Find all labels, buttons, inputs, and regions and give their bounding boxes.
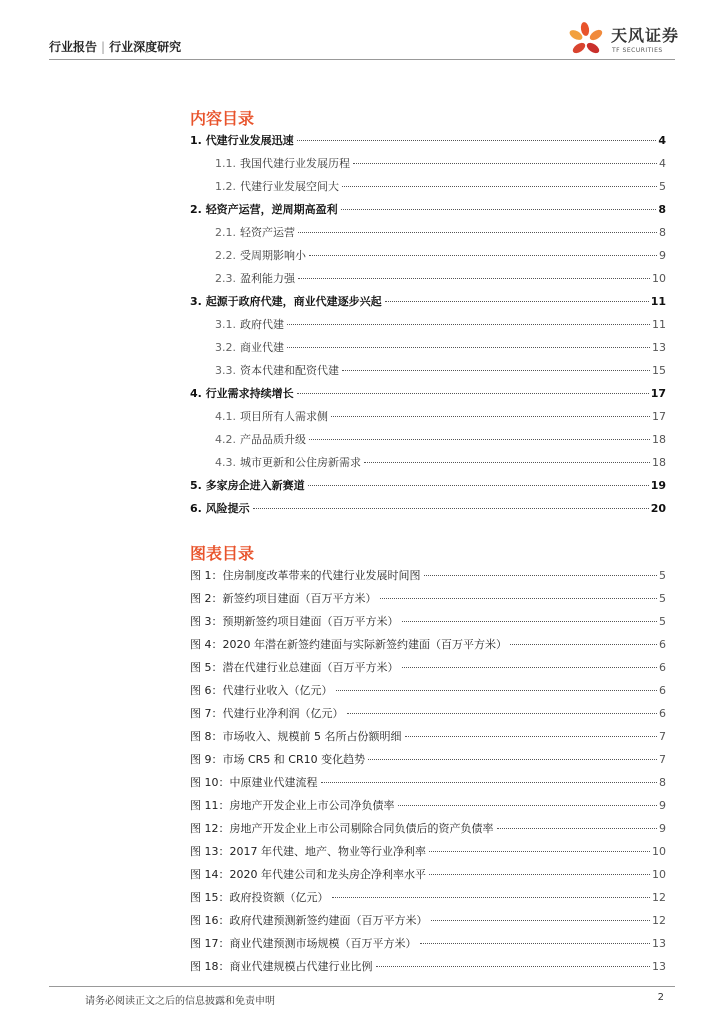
toc-entry-text: 多家房企进入新赛道 [205,479,305,492]
dot-leader [321,782,658,783]
figure-entry-label: 图 1：住房制度改革带来的代建行业发展时间图 [190,569,421,582]
figure-entry[interactable] [190,587,666,610]
toc-entry-number: 1.2. [215,180,236,193]
figure-entry-page: 12 [652,891,666,904]
tf-securities-logo [569,20,689,60]
figure-entry-page: 9 [659,822,666,835]
dot-leader [420,943,651,944]
toc-entry-label [215,405,328,428]
dot-leader [287,347,650,348]
toc-entry-label [215,336,284,359]
toc-entry-label [215,175,339,198]
figure-entry-page: 6 [659,638,666,651]
figure-entry[interactable] [190,863,666,886]
toc-entry-page: 5 [659,180,666,193]
toc-entry-text: 产品品质升级 [240,433,306,446]
toc-entry-label [215,313,284,336]
dot-leader [368,759,657,760]
figure-entry[interactable] [190,886,666,909]
toc-entry[interactable] [190,198,666,221]
dot-leader [364,462,650,463]
toc-entry[interactable] [190,451,666,474]
figure-entry-label: 图 14：2020 年代建公司和龙头房企净利率水平 [190,868,426,881]
figure-entry-label: 图 12：房地产开发企业上市公司剔除合同负债后的资产负债率 [190,822,494,835]
figure-entry-page: 6 [659,661,666,674]
dot-leader [309,255,657,256]
toc-entry-number: 2.1. [215,226,236,239]
dot-leader [297,393,649,394]
toc-entry-page: 15 [652,364,666,377]
toc-entry-page: 4 [659,157,666,170]
toc-entry-text: 起源于政府代建，商业代建逐步兴起 [205,295,382,308]
figure-entry-page: 5 [659,615,666,628]
toc-entry-page: 19 [650,479,666,492]
toc-entry-label [215,359,339,382]
toc-entry[interactable] [190,175,666,198]
toc-entry[interactable] [190,244,666,267]
toc-entry-label [190,474,305,497]
figure-entry-label: 图 9：市场 CR5 和 CR10 变化趋势 [190,753,366,766]
figure-entry-label: 图 13：2017 年代建、地产、物业等行业净利率 [190,845,426,858]
header-divider [49,59,675,60]
figure-entry[interactable] [190,725,666,748]
logo-name-cn: 天风证券 [611,26,680,45]
dot-leader [253,508,649,509]
figure-entry[interactable] [190,610,666,633]
figure-entry[interactable] [190,955,666,978]
dot-leader [332,897,651,898]
toc-entry-text: 商业代建 [240,341,284,354]
dot-leader [429,851,650,852]
toc-entry-text: 风险提示 [205,502,250,515]
toc-entry-label [190,198,338,221]
figure-entry-page: 5 [659,592,666,605]
toc-entry-page: 11 [650,295,666,308]
footer-divider [49,986,675,987]
figure-entry[interactable] [190,702,666,725]
page-number: 2 [657,992,664,1003]
dot-leader [287,324,650,325]
dot-leader [385,301,649,302]
toc-entry-page: 8 [659,226,666,239]
dot-leader [298,232,657,233]
toc-entry-number: 6. [190,502,202,515]
dot-leader [336,690,658,691]
figure-entry-label: 图 7：代建行业净利润（亿元） [190,707,344,720]
dot-leader [398,805,658,806]
toc-entry-text: 城市更新和公住房新需求 [240,456,361,469]
category-label: 行业报告 [49,40,98,54]
dot-leader [376,966,651,967]
dot-leader [342,370,650,371]
toc-entry-page: 20 [650,502,666,515]
toc-entry[interactable] [190,405,666,428]
toc-entry-text: 轻资产运营，逆周期高盈利 [205,203,338,216]
toc-entry-label [215,152,350,175]
toc-entry[interactable] [190,336,666,359]
toc-entry-text: 政府代建 [240,318,284,331]
toc-entry-number: 4.1. [215,410,236,423]
figure-entry-label: 图 10：中原建业代建流程 [190,776,318,789]
figure-entry[interactable] [190,748,666,771]
figure-entry[interactable] [190,840,666,863]
toc-entry-number: 1. [190,134,202,147]
toc-entry-number: 2.3. [215,272,236,285]
toc-entry-text: 轻资产运营 [240,226,295,239]
toc-entry[interactable] [190,129,666,152]
toc-entry[interactable] [190,221,666,244]
toc-entry[interactable] [190,313,666,336]
figure-entry[interactable] [190,656,666,679]
toc-entry-text: 我国代建行业发展历程 [240,157,350,170]
dot-leader [341,209,657,210]
toc-entry-page: 17 [652,410,666,423]
dot-leader [347,713,658,714]
figure-entry-page: 6 [659,707,666,720]
figure-entry-label: 图 16：政府代建预测新签约建面（百万平方米） [190,914,428,927]
toc-entry-number: 3.2. [215,341,236,354]
figure-entry-label: 图 5：潜在代建行业总建面（百万平方米） [190,661,399,674]
toc-entry-page: 13 [652,341,666,354]
logo-name-en: TF SECURITIES [612,47,663,54]
toc-entry[interactable] [190,152,666,175]
toc-entry[interactable] [190,428,666,451]
dot-leader [298,278,650,279]
figure-entry[interactable] [190,909,666,932]
toc-entry-label [190,129,294,152]
dot-leader [309,439,650,440]
dot-leader [353,163,657,164]
toc-entry-text: 代建行业发展空间大 [240,180,339,193]
figure-entry-label: 图 3：预期新签约项目建面（百万平方米） [190,615,399,628]
dot-leader [308,485,649,486]
toc-entry-page: 11 [652,318,666,331]
toc-entry-page: 17 [650,387,666,400]
toc-entry-text: 资本代建和配资代建 [240,364,339,377]
figure-entry-label: 图 18：商业代建规模占代建行业比例 [190,960,373,973]
figure-entry-page: 9 [659,799,666,812]
figure-entry-label: 图 6：代建行业收入（亿元） [190,684,333,697]
figure-entry-label: 图 2：新签约项目建面（百万平方米） [190,592,377,605]
dot-leader [510,644,657,645]
list-of-figures [190,564,666,978]
figure-entry-page: 7 [659,730,666,743]
toc-entry[interactable] [190,359,666,382]
toc-entry-label [215,428,306,451]
figure-entry-page: 13 [652,937,666,950]
figure-entry-label: 图 4：2020 年潜在新签约建面与实际新签约建面（百万平方米） [190,638,507,651]
toc-entry-page: 18 [652,456,666,469]
figure-entry[interactable] [190,633,666,656]
figure-entry[interactable] [190,679,666,702]
toc-entry-page: 10 [652,272,666,285]
toc-entry[interactable] [190,474,666,497]
toc-entry-label [215,451,361,474]
figure-entry[interactable] [190,771,666,794]
dot-leader [402,667,658,668]
toc-entry-page: 9 [659,249,666,262]
toc-entry-text: 受周期影响小 [240,249,306,262]
footer-disclaimer: 请务必阅读正文之后的信息披露和免责申明 [85,996,275,1007]
toc-entry-text: 项目所有人需求侧 [240,410,328,423]
figure-entry-page: 12 [652,914,666,927]
dot-leader [429,874,650,875]
toc-entry-page: 4 [658,134,666,147]
figure-entry-page: 5 [659,569,666,582]
toc-entry-label [215,244,306,267]
figure-entry[interactable] [190,932,666,955]
figures-title: 图表目录 [190,544,255,563]
toc-entry-number: 3. [190,295,202,308]
toc-entry-page: 8 [658,203,666,216]
toc-entry-number: 5. [190,479,202,492]
dot-leader [297,140,657,141]
toc-entry-number: 4.2. [215,433,236,446]
toc-entry[interactable] [190,382,666,405]
figure-entry-label: 图 15：政府投资额（亿元） [190,891,329,904]
toc-entry-number: 3.1. [215,318,236,331]
figure-entry[interactable] [190,564,666,587]
dot-leader [331,416,650,417]
figure-entry-label: 图 17：商业代建预测市场规模（百万平方米） [190,937,417,950]
toc-entry-number: 4. [190,387,202,400]
figure-entry[interactable] [190,817,666,840]
toc-entry-label [190,382,294,405]
toc-entry-number: 4.3. [215,456,236,469]
report-category [49,38,181,55]
dot-leader [380,598,658,599]
toc-entry-number: 3.3. [215,364,236,377]
toc-title: 内容目录 [190,109,255,128]
toc-entry-label [215,267,295,290]
dot-leader [497,828,658,829]
dot-leader [342,186,657,187]
toc-entry-text: 行业需求持续增长 [205,387,294,400]
toc-entry-number: 2.2. [215,249,236,262]
dot-leader [402,621,658,622]
toc-entry[interactable] [190,267,666,290]
toc-entry-number: 1.1. [215,157,236,170]
figure-entry-page: 7 [659,753,666,766]
toc-entry-number: 2. [190,203,202,216]
dot-leader [405,736,658,737]
dot-leader [424,575,658,576]
toc-entry-label [215,221,295,244]
toc-entry-label [190,497,250,520]
figure-entry[interactable] [190,794,666,817]
figure-entry-page: 10 [652,868,666,881]
figure-entry-label: 图 11：房地产开发企业上市公司净负债率 [190,799,395,812]
subcategory-label: 行业深度研究 [109,40,182,54]
flower-logo-icon [569,20,609,60]
figure-entry-page: 13 [652,960,666,973]
figure-entry-page: 8 [659,776,666,789]
toc-entry-text: 盈利能力强 [240,272,295,285]
toc-entry[interactable] [190,497,666,520]
dot-leader [431,920,651,921]
toc-entry-text: 代建行业发展迅速 [205,134,294,147]
toc-entry-label [190,290,382,313]
header-separator: | [101,40,106,54]
toc-entry[interactable] [190,290,666,313]
figure-entry-label: 图 8：市场收入、规模前 5 名所占份额明细 [190,730,402,743]
figure-entry-page: 10 [652,845,666,858]
figure-entry-page: 6 [659,684,666,697]
toc-entry-page: 18 [652,433,666,446]
table-of-contents [190,129,666,520]
